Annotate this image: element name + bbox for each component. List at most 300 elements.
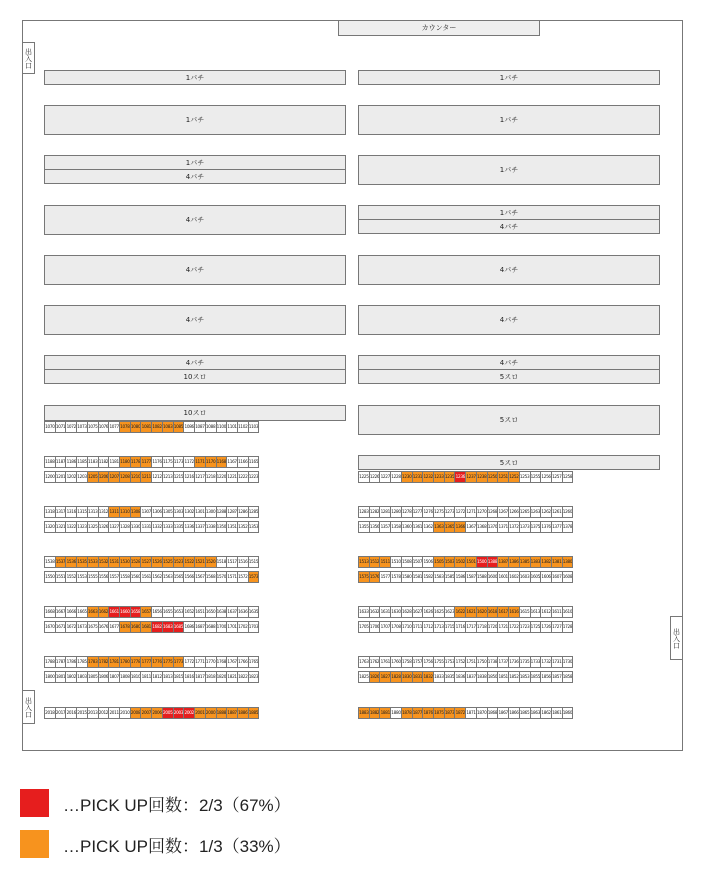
machine-cell: 1203 <box>76 471 88 483</box>
machine-row <box>44 506 259 518</box>
machine-cell: 1757 <box>412 656 424 668</box>
machine-cell: 1271 <box>465 506 477 518</box>
machine-cell: 1663 <box>87 606 99 618</box>
machine-cell: 1082 <box>151 421 163 433</box>
machine-cell: 1656 <box>151 606 163 618</box>
machine-cell: 2003 <box>173 707 185 719</box>
machine-cell: 2017 <box>55 707 67 719</box>
machine-cell: 1762 <box>369 656 381 668</box>
machine-cell: 1771 <box>194 656 206 668</box>
machine-cell: 1601 <box>497 571 509 583</box>
machine-cell: 1532 <box>98 556 110 568</box>
island-10slot: 10スロ <box>44 405 346 421</box>
machine-cell: 1811 <box>140 671 152 683</box>
machine-cell: 1851 <box>497 671 509 683</box>
machine-cell: 1500 <box>476 556 488 568</box>
machine-cell: 1818 <box>205 671 217 683</box>
machine-cell: 1578 <box>390 571 402 583</box>
machine-cell: 1283 <box>358 506 370 518</box>
machine-cell: 2000 <box>205 707 217 719</box>
machine-cell: 1388 <box>487 556 499 568</box>
machine-cell: 1558 <box>119 571 131 583</box>
machine-cell: 2006 <box>151 707 163 719</box>
machine-cell: 1728 <box>562 621 574 633</box>
machine-cell: 1725 <box>530 621 542 633</box>
machine-cell: 1302 <box>183 506 195 518</box>
machine-row <box>358 656 573 668</box>
machine-cell: 1288 <box>216 506 228 518</box>
machine-row <box>44 556 259 568</box>
machine-cell: 1331 <box>140 521 152 533</box>
machine-cell: 1720 <box>487 621 499 633</box>
machine-cell: 1658 <box>130 606 142 618</box>
machine-row <box>44 606 259 618</box>
machine-cell: 1683 <box>162 621 174 633</box>
machine-cell: 1256 <box>540 471 552 483</box>
machine-cell: 1253 <box>519 471 531 483</box>
machine-cell: 1560 <box>130 571 142 583</box>
machine-cell: 1705 <box>358 621 370 633</box>
machine-cell: 1580 <box>401 571 413 583</box>
machine-cell: 1628 <box>401 606 413 618</box>
machine-cell: 1508 <box>401 556 413 568</box>
machine-cell: 1836 <box>454 671 466 683</box>
machine-cell: 1603 <box>519 571 531 583</box>
machine-cell: 1226 <box>369 471 381 483</box>
machine-cell: 1262 <box>540 506 552 518</box>
machine-cell: 1217 <box>194 471 206 483</box>
machine-cell: 1077 <box>108 421 120 433</box>
machine-cell: 1260 <box>562 506 574 518</box>
machine-cell: 1775 <box>162 656 174 668</box>
machine-cell: 1650 <box>205 606 217 618</box>
machine-cell: 1218 <box>205 471 217 483</box>
machine-cell: 1860 <box>562 707 574 719</box>
machine-cell: 1200 <box>44 471 56 483</box>
machine-cell: 1355 <box>358 521 370 533</box>
machine-cell: 1173 <box>173 456 185 468</box>
island-4pachi: 4パチ <box>44 255 346 285</box>
machine-cell: 1731 <box>551 656 563 668</box>
machine-cell: 1816 <box>183 671 195 683</box>
machine-cell: 1833 <box>433 671 445 683</box>
machine-cell: 1335 <box>173 521 185 533</box>
machine-cell: 1787 <box>55 656 67 668</box>
island-4pachi: 4パチ <box>358 219 660 234</box>
machine-cell: 1100 <box>216 421 228 433</box>
machine-cell: 1870 <box>476 707 488 719</box>
machine-cell: 1285 <box>248 506 260 518</box>
machine-cell: 1670 <box>44 621 56 633</box>
machine-cell: 1350 <box>216 521 228 533</box>
machine-cell: 1561 <box>140 571 152 583</box>
machine-cell: 1723 <box>519 621 531 633</box>
machine-cell: 1287 <box>226 506 238 518</box>
machine-cell: 1815 <box>173 671 185 683</box>
machine-cell: 1380 <box>562 556 574 568</box>
machine-cell: 1357 <box>379 521 391 533</box>
machine-cell: 1688 <box>205 621 217 633</box>
machine-cell: 1676 <box>98 621 110 633</box>
machine-cell: 1538 <box>44 556 56 568</box>
machine-row <box>44 471 259 483</box>
machine-cell: 1202 <box>65 471 77 483</box>
machine-cell: 1780 <box>119 656 131 668</box>
machine-cell: 1865 <box>519 707 531 719</box>
machine-cell: 1735 <box>519 656 531 668</box>
machine-cell: 1356 <box>369 521 381 533</box>
island-10slot: 10スロ <box>44 369 346 384</box>
machine-cell: 1825 <box>358 671 370 683</box>
machine-cell: 1880 <box>390 707 402 719</box>
machine-cell: 1652 <box>183 606 195 618</box>
machine-cell: 1770 <box>205 656 217 668</box>
machine-cell: 1781 <box>108 656 120 668</box>
machine-cell: 1233 <box>433 471 445 483</box>
machine-cell: 2011 <box>108 707 120 719</box>
machine-cell: 1602 <box>508 571 520 583</box>
machine-cell: 1878 <box>401 707 413 719</box>
machine-cell: 1888 <box>216 707 228 719</box>
machine-cell: 1835 <box>444 671 456 683</box>
machine-cell: 1715 <box>444 621 456 633</box>
machine-row <box>44 456 259 468</box>
machine-cell: 1867 <box>497 707 509 719</box>
machine-cell: 1503 <box>444 556 456 568</box>
machine-cell: 1382 <box>540 556 552 568</box>
machine-cell: 1175 <box>162 456 174 468</box>
machine-cell: 1552 <box>65 571 77 583</box>
machine-cell: 1372 <box>508 521 520 533</box>
counter: カウンター <box>338 20 540 36</box>
machine-cell: 1726 <box>540 621 552 633</box>
machine-cell: 1716 <box>454 621 466 633</box>
machine-cell: 1513 <box>358 556 370 568</box>
machine-cell: 1323 <box>76 521 88 533</box>
machine-cell: 1856 <box>540 671 552 683</box>
machine-cell: 1738 <box>487 656 499 668</box>
machine-cell: 1802 <box>65 671 77 683</box>
machine-cell: 1788 <box>44 656 56 668</box>
machine-cell: 1101 <box>226 421 238 433</box>
machine-cell: 1280 <box>390 506 402 518</box>
legend-swatch-red <box>20 789 49 817</box>
machine-cell: 1266 <box>508 506 520 518</box>
machine-cell: 1180 <box>119 456 131 468</box>
machine-row <box>358 606 573 618</box>
machine-cell: 1700 <box>216 621 228 633</box>
machine-cell: 1685 <box>173 621 185 633</box>
machine-cell: 1265 <box>519 506 531 518</box>
machine-cell: 1201 <box>55 471 67 483</box>
machine-cell: 1772 <box>183 656 195 668</box>
machine-cell: 1502 <box>454 556 466 568</box>
island-1pachi: 1パチ <box>358 105 660 135</box>
machine-cell: 1176 <box>151 456 163 468</box>
entrance-left-top: 出入口 <box>22 42 35 74</box>
machine-cell: 1330 <box>130 521 142 533</box>
machine-cell: 1666 <box>65 606 77 618</box>
machine-cell: 1773 <box>173 656 185 668</box>
machine-cell: 1286 <box>237 506 249 518</box>
machine-cell: 1310 <box>119 506 131 518</box>
machine-cell: 2015 <box>76 707 88 719</box>
machine-cell: 1521 <box>194 556 206 568</box>
machine-cell: 2012 <box>98 707 110 719</box>
machine-cell: 1585 <box>444 571 456 583</box>
machine-cell: 1677 <box>108 621 120 633</box>
machine-cell: 1535 <box>76 556 88 568</box>
machine-cell: 1166 <box>237 456 249 468</box>
machine-cell: 1185 <box>76 456 88 468</box>
machine-cell: 1853 <box>519 671 531 683</box>
machine-cell: 1857 <box>551 671 563 683</box>
machine-cell: 1320 <box>44 521 56 533</box>
machine-cell: 1501 <box>465 556 477 568</box>
machine-cell: 1571 <box>226 571 238 583</box>
machine-cell: 1807 <box>108 671 120 683</box>
machine-cell: 1661 <box>108 606 120 618</box>
machine-cell: 1278 <box>401 506 413 518</box>
machine-cell: 1873 <box>444 707 456 719</box>
island-1pachi: 1パチ <box>358 155 660 185</box>
machine-cell: 1167 <box>226 456 238 468</box>
machine-cell: 1627 <box>412 606 424 618</box>
machine-cell: 1660 <box>119 606 131 618</box>
machine-cell: 1737 <box>497 656 509 668</box>
machine-cell: 1607 <box>551 571 563 583</box>
machine-cell: 1336 <box>183 521 195 533</box>
machine-cell: 1707 <box>379 621 391 633</box>
machine-cell: 1600 <box>487 571 499 583</box>
machine-cell: 1615 <box>519 606 531 618</box>
machine-cell: 1610 <box>562 606 574 618</box>
machine-cell: 1721 <box>497 621 509 633</box>
machine-cell: 1365 <box>444 521 456 533</box>
machine-row <box>44 671 259 683</box>
machine-cell: 1276 <box>422 506 434 518</box>
machine-cell: 1852 <box>508 671 520 683</box>
machine-cell: 1612 <box>540 606 552 618</box>
machine-cell: 1782 <box>98 656 110 668</box>
machine-cell: 1623 <box>444 606 456 618</box>
machine-cell: 1876 <box>422 707 434 719</box>
machine-cell: 1367 <box>465 521 477 533</box>
machine-cell: 1713 <box>433 621 445 633</box>
machine-cell: 1182 <box>98 456 110 468</box>
machine-cell: 1567 <box>194 571 206 583</box>
machine-cell: 1736 <box>508 656 520 668</box>
machine-cell: 1830 <box>401 671 413 683</box>
machine-cell: 1662 <box>98 606 110 618</box>
machine-cell: 1170 <box>205 456 217 468</box>
legend-item-orange <box>20 830 291 858</box>
machine-cell: 1362 <box>422 521 434 533</box>
machine-cell: 1210 <box>130 471 142 483</box>
machine-cell: 1361 <box>412 521 424 533</box>
machine-row <box>44 656 259 668</box>
entrance-right: 出入口 <box>670 616 683 660</box>
machine-cell: 1337 <box>194 521 206 533</box>
machine-cell: 1070 <box>44 421 56 433</box>
island-4pachi: 4パチ <box>358 355 660 370</box>
machine-cell: 1555 <box>87 571 99 583</box>
machine-cell: 1518 <box>216 556 228 568</box>
machine-cell: 1255 <box>530 471 542 483</box>
machine-cell: 1871 <box>465 707 477 719</box>
machine-cell: 1572 <box>237 571 249 583</box>
machine-cell: 1806 <box>98 671 110 683</box>
machine-cell: 1805 <box>87 671 99 683</box>
machine-cell: 1568 <box>205 571 217 583</box>
machine-cell: 1576 <box>369 571 381 583</box>
machine-cell: 1321 <box>55 521 67 533</box>
machine-cell: 1822 <box>237 671 249 683</box>
machine-cell: 1626 <box>422 606 434 618</box>
machine-row <box>44 521 259 533</box>
machine-cell: 1272 <box>454 506 466 518</box>
machine-cell: 1577 <box>379 571 391 583</box>
machine-cell: 1315 <box>76 506 88 518</box>
island-4pachi: 4パチ <box>358 255 660 285</box>
machine-cell: 1826 <box>369 671 381 683</box>
machine-cell: 1072 <box>65 421 77 433</box>
machine-cell: 1235 <box>444 471 456 483</box>
machine-cell: 1215 <box>173 471 185 483</box>
legend-swatch-orange <box>20 830 49 858</box>
machine-cell: 1753 <box>444 656 456 668</box>
machine-cell: 1306 <box>151 506 163 518</box>
machine-cell: 1673 <box>76 621 88 633</box>
machine-cell: 1523 <box>173 556 185 568</box>
machine-cell: 1855 <box>530 671 542 683</box>
machine-cell: 1872 <box>454 707 466 719</box>
island-1pachi: 1パチ <box>358 205 660 220</box>
machine-cell: 1300 <box>205 506 217 518</box>
machine-cell: 2013 <box>87 707 99 719</box>
machine-cell: 1370 <box>487 521 499 533</box>
machine-cell: 1533 <box>87 556 99 568</box>
island-5slot: 5スロ <box>358 369 660 384</box>
machine-cell: 1232 <box>422 471 434 483</box>
machine-cell: 1516 <box>237 556 249 568</box>
machine-row <box>358 521 573 533</box>
machine-cell: 1817 <box>194 671 206 683</box>
machine-cell: 1536 <box>65 556 77 568</box>
machine-cell: 1168 <box>216 456 228 468</box>
machine-cell: 1236 <box>454 471 466 483</box>
machine-cell: 1827 <box>379 671 391 683</box>
machine-cell: 1701 <box>226 621 238 633</box>
machine-cell: 1212 <box>151 471 163 483</box>
machine-cell: 1550 <box>44 571 56 583</box>
machine-cell: 1881 <box>379 707 391 719</box>
island-1pachi: 1パチ <box>358 70 660 85</box>
machine-row <box>358 506 573 518</box>
machine-cell: 1632 <box>369 606 381 618</box>
island-5slot: 5スロ <box>358 405 660 435</box>
machine-cell: 1165 <box>248 456 260 468</box>
machine-cell: 1625 <box>433 606 445 618</box>
machine-cell: 1687 <box>194 621 206 633</box>
island-4pachi: 4パチ <box>358 305 660 335</box>
machine-cell: 2005 <box>162 707 174 719</box>
machine-cell: 1188 <box>44 456 56 468</box>
machine-cell: 1078 <box>119 421 131 433</box>
machine-cell: 1075 <box>87 421 99 433</box>
machine-cell: 1237 <box>465 471 477 483</box>
machine-cell: 1517 <box>226 556 238 568</box>
machine-cell: 1222 <box>237 471 249 483</box>
machine-cell: 1537 <box>55 556 67 568</box>
machine-cell: 1366 <box>454 521 466 533</box>
machine-cell: 1605 <box>530 571 542 583</box>
machine-cell: 1258 <box>562 471 574 483</box>
machine-cell: 1282 <box>369 506 381 518</box>
machine-cell: 1081 <box>140 421 152 433</box>
machine-cell: 1183 <box>87 456 99 468</box>
machine-row <box>358 707 573 719</box>
machine-row <box>358 571 573 583</box>
machine-cell: 1305 <box>162 506 174 518</box>
machine-cell: 1507 <box>412 556 424 568</box>
machine-cell: 1316 <box>65 506 77 518</box>
machine-cell: 1861 <box>551 707 563 719</box>
machine-cell: 1213 <box>162 471 174 483</box>
machine-cell: 1071 <box>55 421 67 433</box>
machine-cell: 1755 <box>433 656 445 668</box>
machine-cell: 1326 <box>98 521 110 533</box>
machine-cell: 1363 <box>433 521 445 533</box>
machine-cell: 1682 <box>151 621 163 633</box>
machine-cell: 1808 <box>119 671 131 683</box>
machine-cell: 1657 <box>140 606 152 618</box>
machine-cell: 1303 <box>173 506 185 518</box>
machine-cell: 1613 <box>530 606 542 618</box>
machine-cell: 1875 <box>433 707 445 719</box>
machine-cell: 2010 <box>119 707 131 719</box>
machine-cell: 1583 <box>433 571 445 583</box>
machine-cell: 1263 <box>530 506 542 518</box>
machine-cell: 1351 <box>226 521 238 533</box>
machine-cell: 1187 <box>55 456 67 468</box>
machine-cell: 1527 <box>140 556 152 568</box>
machine-cell: 1783 <box>87 656 99 668</box>
machine-cell: 2008 <box>130 707 142 719</box>
machine-cell: 1702 <box>237 621 249 633</box>
machine-cell: 1562 <box>151 571 163 583</box>
machine-cell: 1522 <box>183 556 195 568</box>
machine-cell: 2018 <box>44 707 56 719</box>
machine-cell: 1750 <box>476 656 488 668</box>
island-5slot: 5スロ <box>358 455 660 470</box>
machine-cell: 1172 <box>183 456 195 468</box>
machine-cell: 1756 <box>422 656 434 668</box>
machine-cell: 1635 <box>248 606 260 618</box>
machine-cell: 1332 <box>151 521 163 533</box>
machine-cell: 1317 <box>55 506 67 518</box>
machine-cell: 1606 <box>540 571 552 583</box>
machine-cell: 1261 <box>551 506 563 518</box>
machine-cell: 1710 <box>401 621 413 633</box>
island-4pachi: 4パチ <box>44 169 346 184</box>
machine-cell: 1758 <box>401 656 413 668</box>
machine-cell: 1812 <box>151 671 163 683</box>
machine-cell: 1270 <box>476 506 488 518</box>
machine-cell: 1325 <box>87 521 99 533</box>
machine-cell: 1862 <box>540 707 552 719</box>
machine-cell: 1520 <box>205 556 217 568</box>
